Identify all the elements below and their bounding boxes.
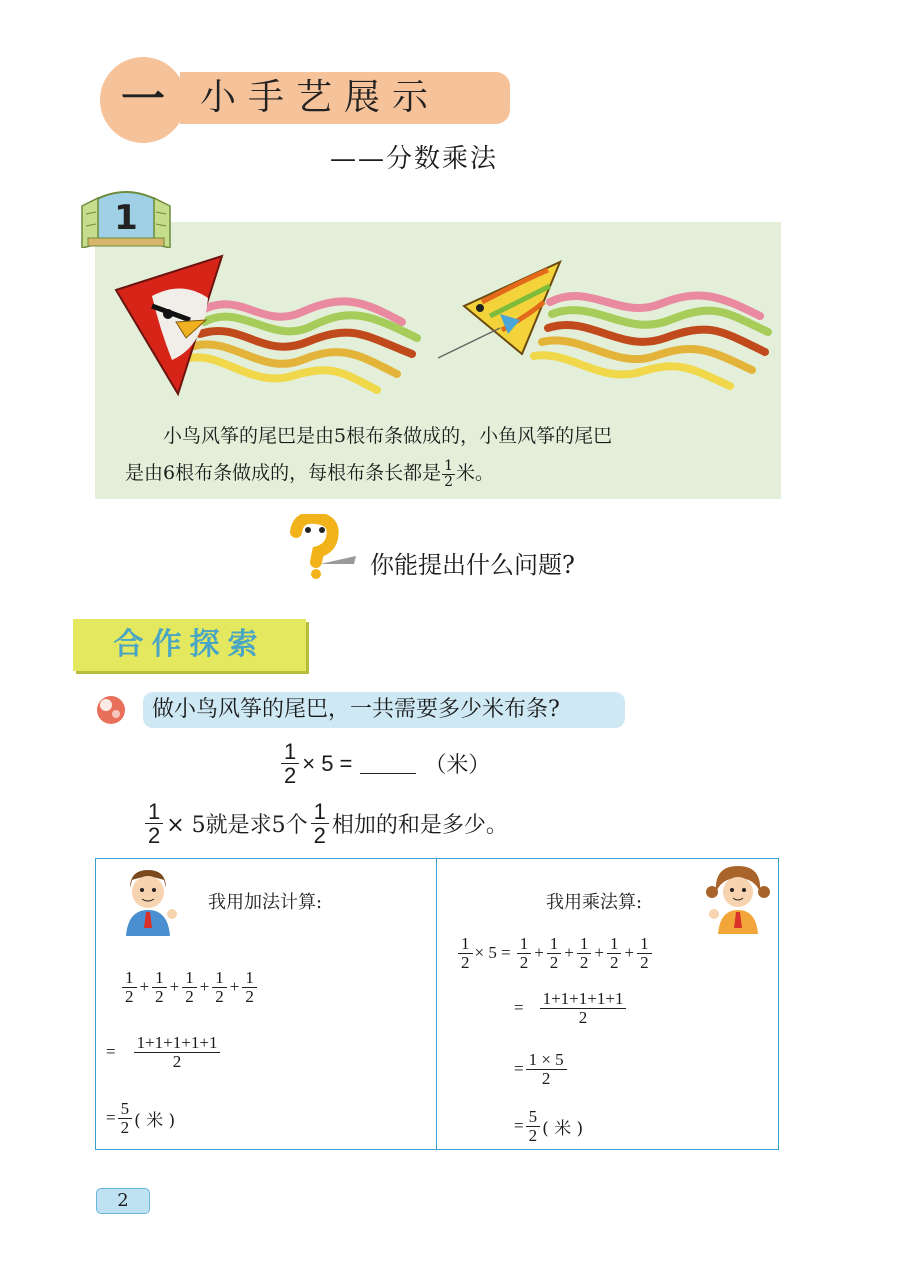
fraction-denominator: 2 [245,986,254,1006]
fraction-denominator: 2 [549,952,559,972]
fraction-denominator: 2 [640,952,649,972]
fraction-denominator: 2 [185,986,194,1006]
meaning-text: × 5就是求5个 [166,813,308,839]
fraction-denominator: 2 [519,952,529,972]
story-line-2 [125,455,755,492]
fraction-term [242,969,257,1006]
right-step-1 [456,935,654,972]
equals-sign: = [514,1116,524,1136]
fraction-numerator: 1 [145,800,163,824]
story-line-2-end: 米。 [456,462,495,484]
story-fraction-denominator: 2 [444,473,454,490]
equation-main [278,740,490,787]
fraction-denominator: 2 [578,1007,588,1027]
unit-number: 一 [121,74,165,125]
section-title: 合作探索 [113,627,266,662]
fraction-denominator: 2 [172,1051,182,1071]
fraction-denominator: 2 [120,1117,130,1137]
equation-operator: × 5 = [302,750,353,776]
equation-operator: × 5 = [474,943,511,963]
equals-sign: = [106,1042,116,1062]
fraction-term [212,969,227,1006]
plus-sign: + [624,943,635,963]
fraction-denominator: 2 [284,763,297,789]
right-result [514,1108,583,1145]
problem-text: 做小鸟风筝的尾巴，一共需要多少米布条? [152,697,560,722]
question-prompt: 你能提出什么问题? [370,551,575,579]
question-mark-character-icon [286,514,360,580]
fraction-sum [540,990,627,1027]
boy-avatar [116,866,180,936]
story-fraction [442,459,455,490]
fraction-numerator: 1 [458,935,473,954]
fraction-numerator: 1 [517,935,532,954]
fraction-denominator: 2 [541,1068,551,1088]
girl-avatar [704,862,772,934]
fraction-numerator: 1 [637,935,652,954]
fraction-term [182,969,197,1006]
plus-sign: + [534,943,544,963]
plus-sign: + [169,977,180,997]
fraction-numerator: 5 [118,1100,133,1119]
fraction-one-half [311,800,329,847]
fraction-numerator: 1 × 5 [526,1051,567,1070]
fraction-term [517,935,532,972]
fraction-denominator: 2 [609,952,619,972]
left-result [106,1100,175,1137]
fraction-numerator: 1 [607,935,622,954]
plus-sign: + [229,977,240,997]
plus-sign: + [594,943,604,963]
example-number: 1 [114,198,138,238]
fraction-numerator: 1 [547,935,562,954]
fraction-result [526,1108,541,1145]
unit-title: 小手艺展示 [200,77,441,118]
fraction-product [526,1051,567,1088]
story-line-1: 小鸟风筝的尾巴是由5根布条做成的，小鱼风筝的尾巴 [163,425,613,447]
fraction-numerator: 1 [242,969,257,988]
fraction-lhs [458,935,473,972]
methods-divider [436,858,437,1150]
fraction-numerator: 1 [122,969,137,988]
equals-sign: = [106,1108,116,1128]
right-step-2 [514,990,628,1027]
plus-sign: + [139,977,150,997]
story-text [125,418,755,492]
fraction-numerator: 1 [281,740,299,764]
fraction-term [547,935,562,972]
meaning-statement [142,800,508,847]
fraction-denominator: 2 [215,986,224,1006]
fraction-sum [134,1034,221,1071]
equation-unit: （米） [424,753,491,779]
fraction-denominator: 2 [155,986,164,1006]
left-method-label: 我用加法计算: [208,892,323,913]
fraction-denominator: 2 [125,986,134,1006]
page-number: 2 [96,1188,150,1214]
story-fraction-numerator: 1 [444,457,454,474]
equals-sign: = [514,998,524,1018]
plus-sign: + [199,977,210,997]
fraction-one-half [145,800,163,847]
ball-bullet-icon [95,694,129,726]
left-step-2 [106,1034,222,1071]
plus-sign: + [564,943,574,963]
story-line-2-text: 是由6根布条做成的，每根布条长都是 [125,462,442,484]
fraction-denominator: 2 [579,952,589,972]
fraction-term [122,969,137,1006]
right-method-label: 我用乘法算: [546,892,643,913]
fraction-numerator: 1+1+1+1+1 [134,1034,221,1053]
fraction-numerator: 1 [182,969,197,988]
fraction-numerator: 1 [212,969,227,988]
fish-kite-illustration [430,258,775,398]
fraction-numerator: 1+1+1+1+1 [540,990,627,1009]
fraction-term [152,969,167,1006]
fraction-one-half [281,740,299,787]
left-step-1 [120,969,259,1006]
fraction-term [577,935,592,972]
right-step-3 [514,1051,569,1088]
fraction-numerator: 1 [152,969,167,988]
fraction-numerator: 1 [577,935,592,954]
equals-sign: = [514,1059,524,1079]
answer-blank[interactable] [360,753,416,774]
fraction-result [118,1100,133,1137]
fraction-term [607,935,622,972]
unit-subtitle: ——分数乘法 [330,144,499,174]
fraction-term [637,935,652,972]
result-unit: ( 米 ) [542,1118,584,1139]
fraction-denominator: 2 [461,952,470,972]
fraction-denominator: 2 [528,1125,538,1145]
fraction-numerator: 5 [526,1108,541,1127]
fraction-numerator: 1 [311,800,329,824]
fraction-denominator: 2 [313,823,326,849]
fraction-denominator: 2 [148,823,161,849]
bird-kite-illustration [112,250,442,400]
result-unit: ( 米 ) [134,1110,176,1131]
meaning-text-end: 相加的和是多少。 [331,813,508,839]
